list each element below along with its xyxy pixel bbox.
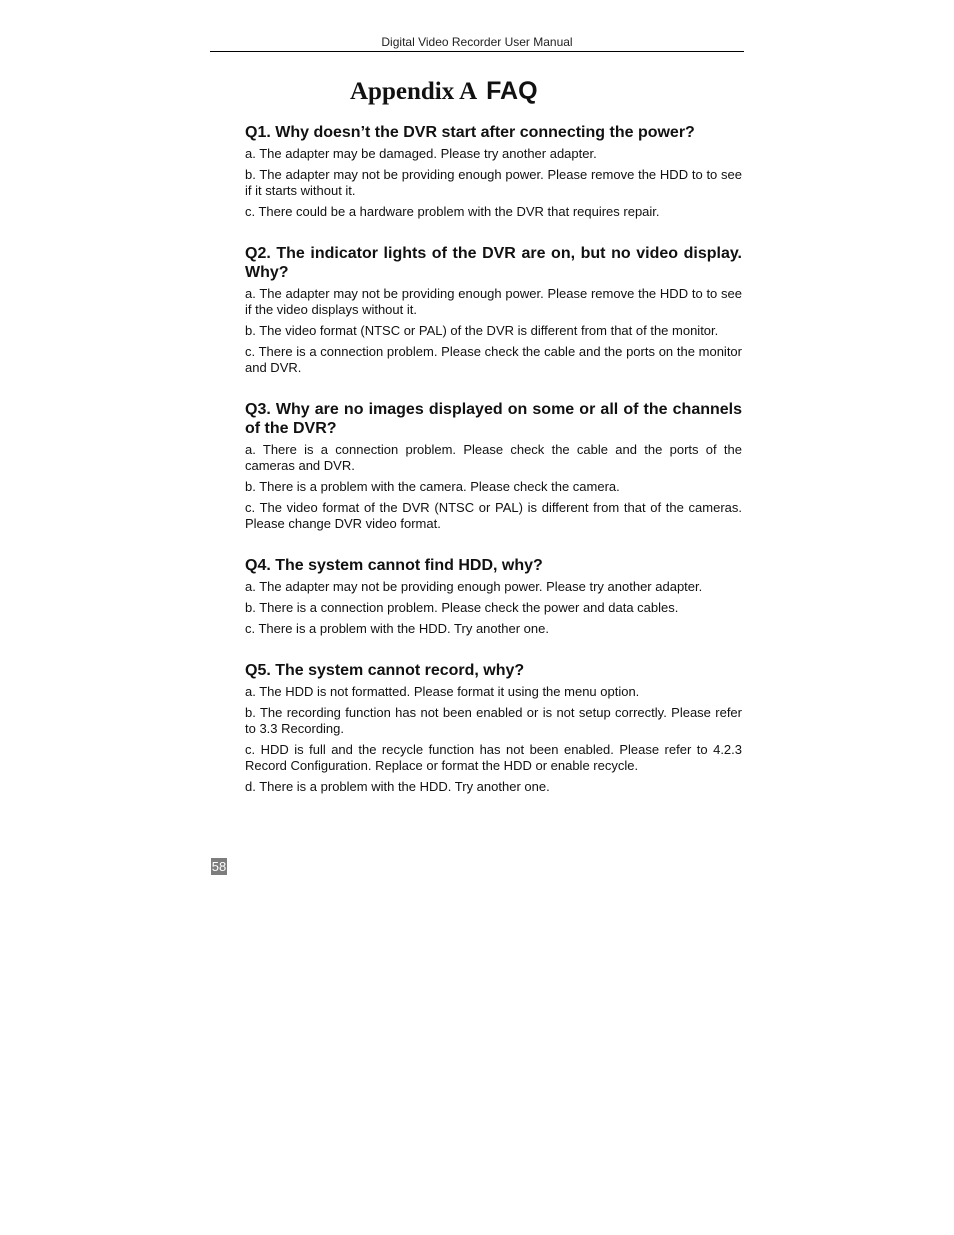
faq-answer: c. There is a problem with the HDD. Try another one. [245, 621, 549, 636]
faq-answer: b. The recording function has not been enabled or is not setup correctly. Please refer to 3.3 Recording. [245, 705, 742, 736]
faq-answer: a. The HDD is not formatted. Please format it using the menu option. [245, 684, 640, 699]
faq-question: Q4. The system cannot find HDD, why? [245, 557, 543, 574]
page-number: 58 [211, 859, 227, 874]
header-rule [210, 51, 744, 52]
page-title [350, 76, 538, 107]
faq-answer: a. The adapter may be damaged. Please try another adapter. [245, 146, 597, 161]
faq-question: Q5. The system cannot record, why? [245, 662, 525, 679]
faq-item-q2 [245, 244, 742, 376]
faq-answer: c. The video format of the DVR (NTSC or PAL) is different from that of the cameras. Please change DVR video format. [245, 500, 742, 531]
faq-answer: b. The video format (NTSC or PAL) of the DVR is different from that of the monitor. [245, 323, 719, 338]
faq-answer: c. HDD is full and the recycle function has not been enabled. Please refer to 4.2.3 Record Configuration. Replace or format the HDD or enable recycle. [245, 742, 742, 773]
faq-content [245, 123, 742, 819]
faq-question: Q2. The indicator lights of the DVR are on, but no video display. Why? [245, 245, 742, 281]
appendix-topic: FAQ [486, 77, 538, 105]
faq-answer: b. There is a connection problem. Please check the power and data cables. [245, 600, 679, 615]
faq-item-q1 [245, 123, 742, 220]
faq-answer: d. There is a problem with the HDD. Try another one. [245, 779, 550, 794]
faq-answer: a. There is a connection problem. Please check the cable and the ports of the cameras and DVR. [245, 442, 742, 473]
faq-item-q5 [245, 661, 742, 795]
faq-answer: a. The adapter may not be providing enough power. Please remove the HDD to to see if the video displays without it. [245, 286, 742, 317]
faq-item-q4 [245, 556, 742, 637]
faq-question: Q1. Why doesn’t the DVR start after connecting the power? [245, 124, 695, 141]
faq-item-q3 [245, 400, 742, 532]
faq-answer: b. The adapter may not be providing enough power. Please remove the HDD to to see if it starts without it. [245, 167, 742, 198]
faq-answer: c. There is a connection problem. Please check the cable and the ports on the monitor and DVR. [245, 344, 742, 375]
faq-answer: a. The adapter may not be providing enough power. Please try another adapter. [245, 579, 703, 594]
appendix-label: Appendix A [350, 78, 478, 105]
faq-answer: c. There could be a hardware problem with the DVR that requires repair. [245, 204, 660, 219]
faq-answer: b. There is a problem with the camera. Please check the camera. [245, 479, 620, 494]
running-header: Digital Video Recorder User Manual [381, 35, 573, 49]
faq-question: Q3. Why are no images displayed on some or all of the channels of the DVR? [245, 401, 742, 437]
